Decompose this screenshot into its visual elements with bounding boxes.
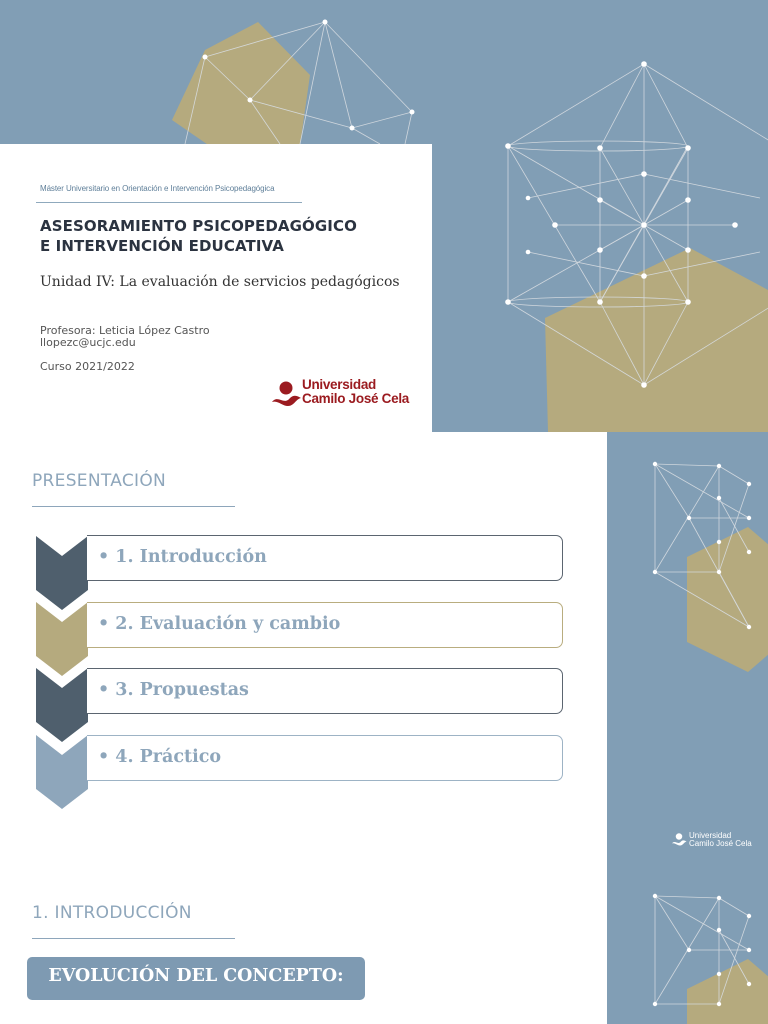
introduction-side-panel — [607, 864, 768, 1024]
master-program-label: Máster Universitario en Orientación e Intervención Psicopedagógica — [40, 184, 275, 193]
agenda-item-introduction[interactable] — [87, 535, 563, 581]
introduction-heading-underline — [32, 938, 235, 939]
university-logo-text — [302, 378, 409, 406]
small-logo-line1: Universidad — [689, 831, 732, 840]
agenda-item-evaluation[interactable] — [87, 602, 563, 648]
chevron-icon-1 — [36, 536, 88, 610]
course-title-line2: E INTERVENCIÓN EDUCATIVA — [40, 237, 284, 255]
presentation-slide — [0, 432, 768, 864]
concept-evolution-label: EVOLUCIÓN DEL CONCEPTO: — [48, 966, 344, 986]
professor-name: Profesora: Leticia López Castro — [40, 324, 210, 337]
agenda-item-label: • 3. Propuestas — [98, 680, 249, 700]
introduction-slide — [0, 864, 768, 1024]
presentation-heading: PRESENTACIÓN — [32, 471, 167, 491]
chevron-icon-2 — [36, 602, 88, 676]
cover-slide — [0, 0, 768, 432]
university-logo — [270, 378, 410, 412]
master-underline — [36, 202, 302, 203]
agenda-item-practical[interactable] — [87, 735, 563, 781]
agenda-item-label: • 4. Práctico — [98, 747, 222, 767]
professor-email: llopezc@ucjc.edu — [40, 336, 136, 349]
side-geometric-decoration — [607, 864, 768, 1024]
concept-evolution-banner — [27, 957, 365, 1000]
university-emblem-icon — [270, 380, 302, 410]
course-year: Curso 2021/2022 — [40, 360, 135, 373]
agenda-item-proposals[interactable] — [87, 668, 563, 714]
university-logo-line1: Universidad — [302, 377, 376, 392]
side-geometric-decoration — [607, 432, 768, 864]
agenda-item-label: • 1. Introducción — [98, 547, 267, 567]
presentation-heading-underline — [32, 506, 235, 507]
agenda-item-label: • 2. Evaluación y cambio — [98, 614, 341, 634]
small-logo-line2: Camilo José Cela — [689, 839, 752, 848]
small-university-logo — [671, 832, 761, 852]
unit-subtitle: Unidad IV: La evaluación de servicios pedagógicos — [40, 274, 400, 290]
small-university-logo-text — [689, 832, 752, 848]
course-title-line1: ASESORAMIENTO PSICOPEDAGÓGICO — [40, 217, 357, 235]
chevron-icon-4 — [36, 735, 88, 809]
introduction-heading: 1. INTRODUCCIÓN — [32, 903, 192, 923]
presentation-side-panel — [607, 432, 768, 864]
small-university-emblem-icon — [671, 832, 687, 848]
chevron-icon-3 — [36, 668, 88, 742]
university-logo-line2: Camilo José Cela — [302, 391, 409, 406]
cover-title-card — [0, 144, 432, 432]
